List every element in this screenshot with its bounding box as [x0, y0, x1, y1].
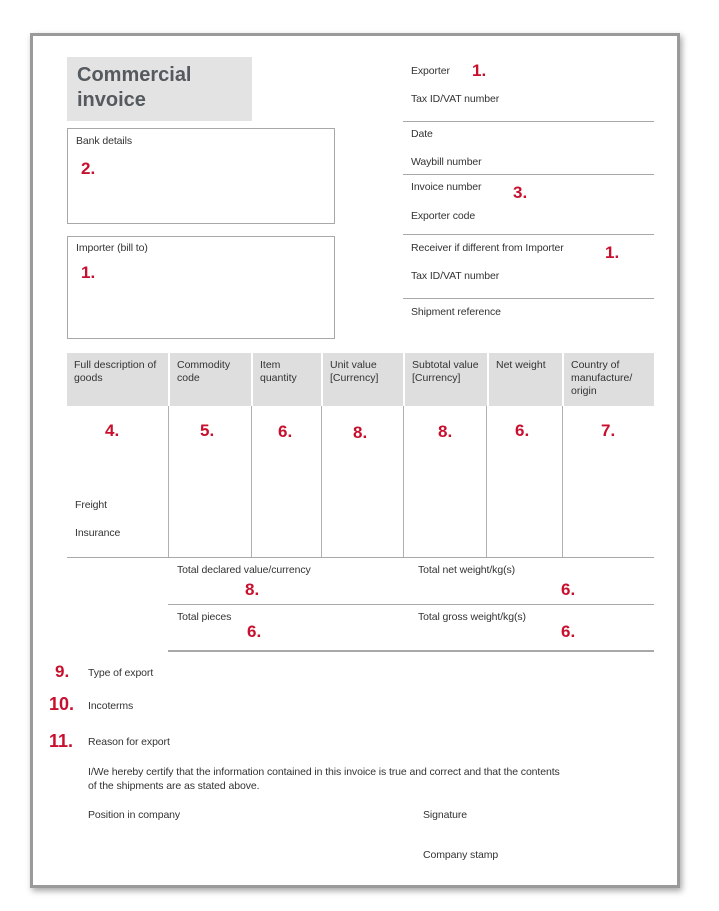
marker-10: 10.	[49, 694, 75, 714]
column-divider	[321, 406, 322, 557]
marker-9: 9.	[55, 662, 70, 681]
marker-8-subtotal: 8.	[438, 422, 453, 441]
column-divider	[486, 406, 487, 557]
divider	[403, 174, 654, 175]
column-header-country-of-origin: Country of manufacture/ origin	[564, 353, 654, 406]
divider	[403, 121, 654, 122]
column-divider	[562, 406, 563, 557]
incoterms-label: Incoterms	[88, 700, 134, 712]
marker-4: 4.	[105, 421, 120, 440]
total-net-weight-label: Total net weight/kg(s)	[418, 564, 516, 576]
page-title: Commercial invoice	[77, 64, 192, 111]
column-divider	[251, 406, 252, 557]
bank-details-label: Bank details	[76, 135, 133, 147]
importer-label: Importer (bill to)	[76, 242, 148, 254]
shipment-reference-label: Shipment reference	[411, 306, 501, 318]
total-pieces-label: Total pieces	[177, 611, 232, 623]
marker-11: 11.	[49, 731, 74, 751]
marker-6-net-total: 6.	[561, 580, 576, 599]
marker-1-exporter: 1.	[472, 61, 487, 80]
invoice-number-label: Invoice number	[411, 181, 482, 193]
bank-details-box[interactable]	[67, 128, 335, 224]
certification-line-1: I/We hereby certify that the information contained in this invoice is true and correct and that the contents	[88, 766, 560, 778]
column-header-description: Full description of goods	[67, 353, 168, 406]
marker-6-weight: 6.	[515, 421, 530, 440]
certification-line-2: of the shipments are as stated above.	[88, 780, 260, 792]
marker-5: 5.	[200, 421, 215, 440]
exporter-label: Exporter	[411, 65, 450, 77]
exporter-tax-label: Tax ID/VAT number	[411, 93, 500, 105]
column-header-net-weight: Net weight	[489, 353, 562, 406]
position-in-company-label: Position in company	[88, 809, 181, 821]
column-header-subtotal-value: Subtotal value [Currency]	[405, 353, 487, 406]
reason-for-export-label: Reason for export	[88, 736, 170, 748]
waybill-label: Waybill number	[411, 156, 482, 168]
marker-8-total: 8.	[245, 580, 260, 599]
marker-1-importer: 1.	[81, 263, 96, 282]
marker-8-unit: 8.	[353, 423, 368, 442]
divider	[403, 298, 654, 299]
total-declared-value-label: Total declared value/currency	[177, 564, 311, 576]
column-divider	[403, 406, 404, 557]
column-divider	[168, 406, 169, 557]
table-bottom-line	[67, 557, 654, 558]
title-block	[67, 57, 252, 121]
receiver-tax-label: Tax ID/VAT number	[411, 270, 500, 282]
total-gross-weight-label: Total gross weight/kg(s)	[418, 611, 526, 623]
marker-2: 2.	[81, 159, 96, 178]
divider	[403, 234, 654, 235]
marker-1-receiver: 1.	[605, 243, 620, 262]
type-of-export-label: Type of export	[88, 667, 154, 679]
marker-6-gross-total: 6.	[561, 622, 576, 641]
date-label: Date	[411, 128, 433, 140]
column-header-unit-value: Unit value [Currency]	[323, 353, 403, 406]
marker-6-qty: 6.	[278, 422, 293, 441]
receiver-label: Receiver if different from Importer	[411, 242, 564, 254]
company-stamp-label: Company stamp	[423, 849, 499, 861]
insurance-label: Insurance	[75, 527, 121, 539]
freight-label: Freight	[75, 499, 107, 511]
marker-3: 3.	[513, 183, 528, 202]
marker-7: 7.	[601, 421, 616, 440]
signature-label: Signature	[423, 809, 468, 821]
divider	[168, 650, 654, 652]
column-header-item-quantity: Item quantity	[253, 353, 321, 406]
column-header-commodity-code: Commodity code	[170, 353, 251, 406]
exporter-code-label: Exporter code	[411, 210, 476, 222]
divider	[168, 604, 654, 605]
marker-6-pieces: 6.	[247, 622, 262, 641]
importer-box[interactable]	[67, 236, 335, 339]
